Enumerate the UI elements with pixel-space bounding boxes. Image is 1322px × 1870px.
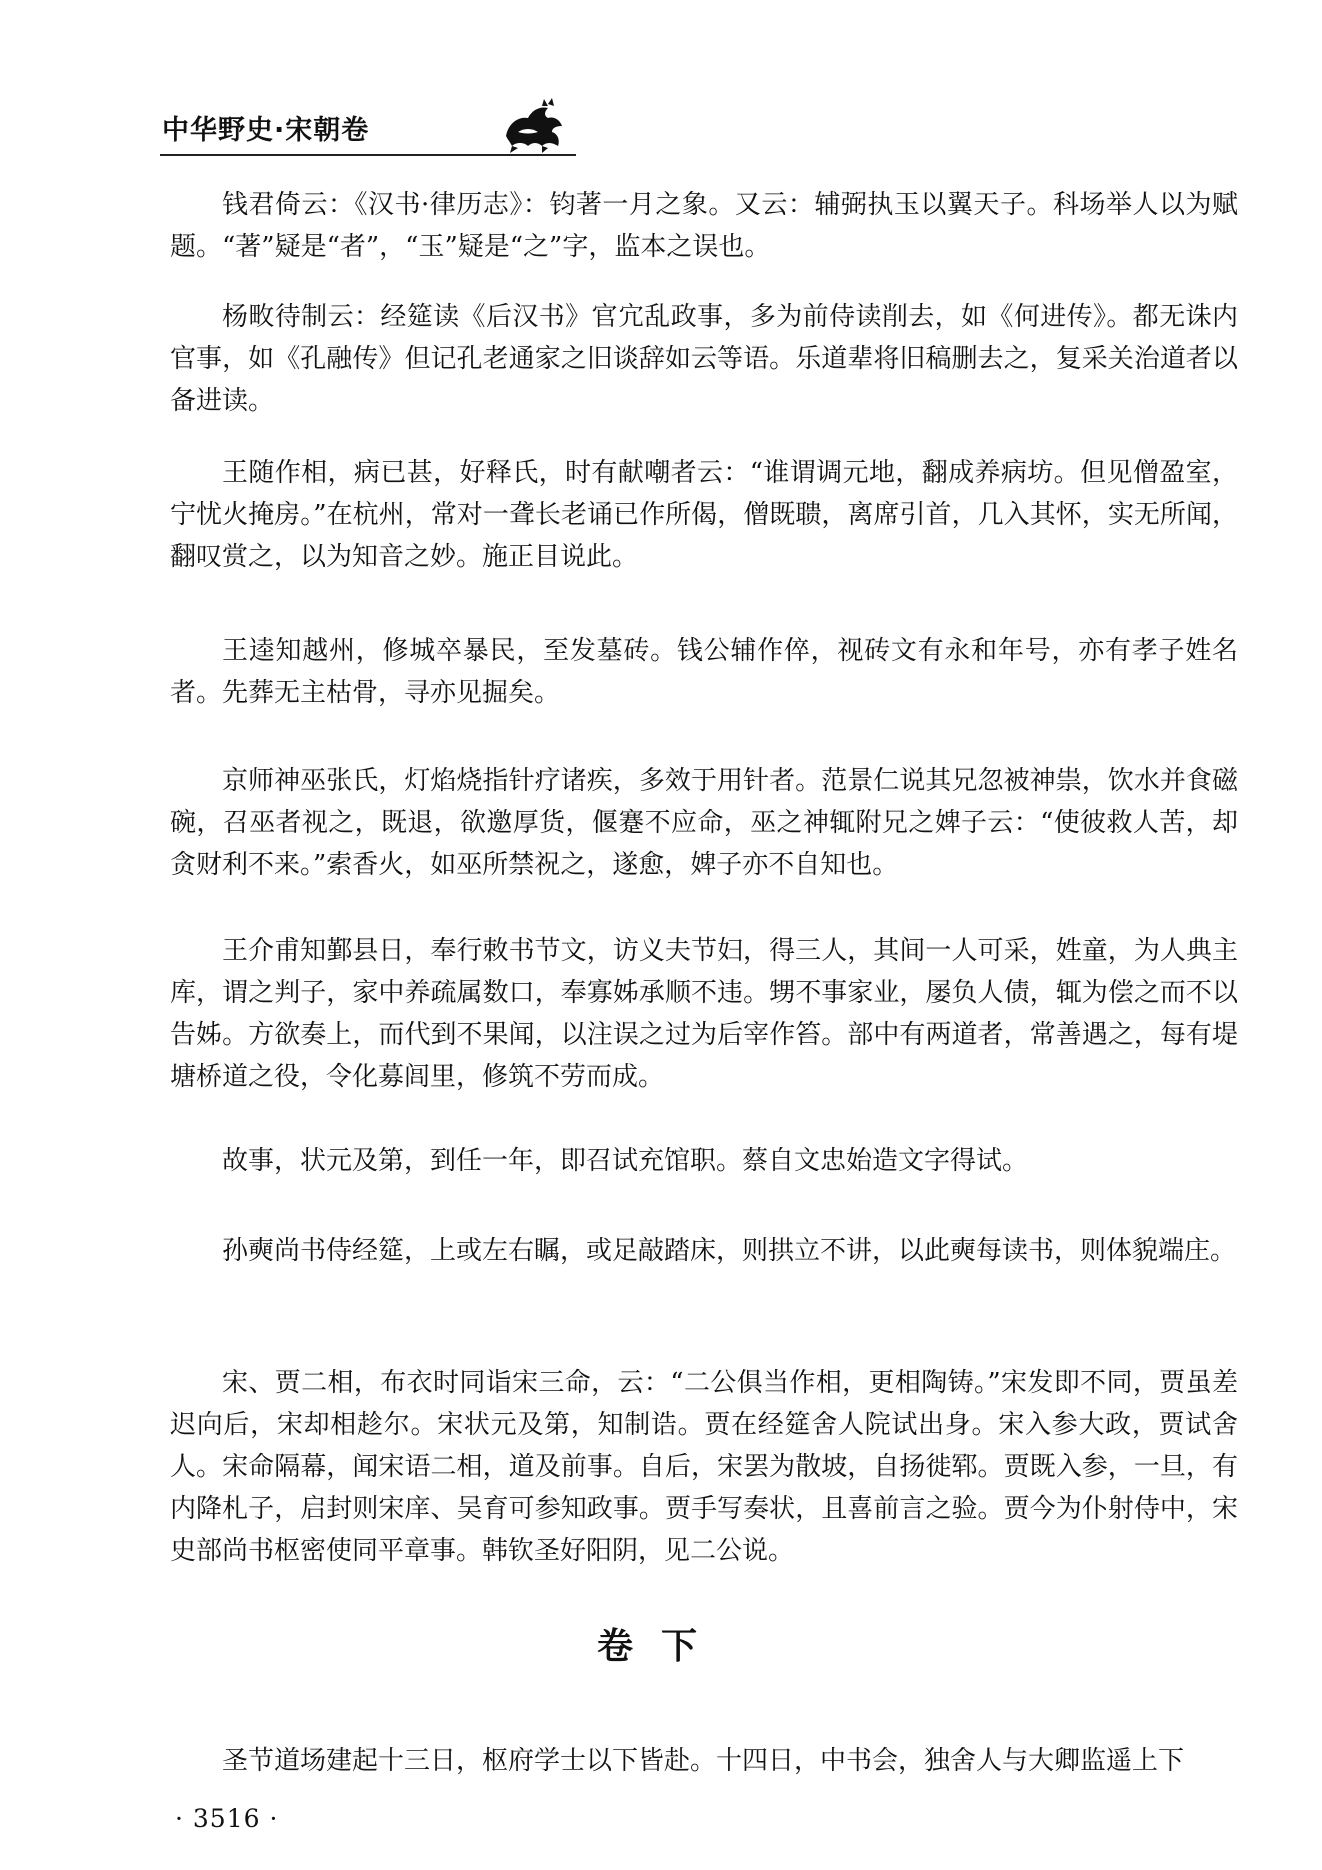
header-rule xyxy=(160,154,576,156)
page-number: · 3516 · xyxy=(175,1804,279,1833)
paragraph-6: 王介甫知鄞县日，奉行敕书节文，访义夫节妇，得三人，其间一人可采，姓童，为人典主库，谓之判子，家中养疏属数口，奉寡姊承顺不违。甥不事家业，屡负人债，辄为偿之而不以告姊。方欲奏上，而代到不果闻，以注误之过为后宰作笞。部中有两道者，常善遇之，每有堤塘桥道之役，令化募闾里，修筑不劳而成。 xyxy=(170,936,1238,1092)
dragon-emblem-icon xyxy=(498,96,568,154)
paragraph-7: 故事，状元及第，到任一年，即召试充馆职。蔡自文忠始造文字得试。 xyxy=(222,1146,1029,1176)
section-title: 卷下 xyxy=(596,1626,725,1667)
paragraph-9: 宋、贾二相，布衣时同诣宋三命，云：“二公俱当作相，更相陶铸。”宋发即不同，贾虽差迟向后，宋却相趁尔。宋状元及第，知制诰。贾在经筵舍人院试出身。宋入参大政，贾试舍人。宋命隔幕，闻宋语二相，道及前事。自后，宋罢为散坡，自扬徙郓。贾既入参，一旦，有内降札子，启封则宋庠、吴育可参知政事。贾手写奏状，且喜前言之验。贾今为仆射侍中，宋史部尚书枢密使同平章事。韩钦圣好阳阴，见二公说。 xyxy=(170,1368,1238,1566)
paragraph-5: 京师神巫张氏，灯焰烧指针疗诸疾，多效于用针者。范景仁说其兄忽被神祟，饮水并食磁碗，召巫者视之，既退，欲邀厚货，偃蹇不应命，巫之神辄附兄之婢子云：“使彼救人苦，却贪财利不来。”索香火，如巫所禁祝之，遂愈，婢子亦不自知也。 xyxy=(170,766,1238,880)
running-header-title: 中华野史·宋朝卷 xyxy=(162,115,370,146)
paragraph-4: 王逵知越州，修城卒暴民，至发墓砖。钱公辅作倅，视砖文有永和年号，亦有孝子姓名者。先葬无主枯骨，寻亦见掘矣。 xyxy=(170,636,1238,708)
paragraph-1: 钱君倚云：《汉书·律历志》：钧著一月之象。又云：辅弼执玉以翼天子。科场举人以为赋题。“著”疑是“者”，“玉”疑是“之”字，监本之误也。 xyxy=(170,190,1238,262)
paragraph-3: 王随作相，病已甚，好释氏，时有献嘲者云：“谁谓调元地，翻成养病坊。但见僧盈室，宁忧火掩房。”在杭州，常对一聋长老诵已作所偈，僧既聩，离席引首，几入其怀，实无所闻，翻叹赏之，以为知音之妙。施正目说此。 xyxy=(170,458,1238,572)
paragraph-8: 孙奭尚书侍经筵，上或左右瞩，或足敲踏床，则拱立不讲，以此奭每读书，则体貌端庄。 xyxy=(222,1236,1237,1266)
paragraph-10: 圣节道场建起十三日，枢府学士以下皆赴。十四日，中书会，独舍人与大卿监遥上下 xyxy=(222,1746,1185,1776)
paragraph-2: 杨畋待制云：经筵读《后汉书》官宂乱政事，多为前侍读削去，如《何进传》。都无诛内官事，如《孔融传》但记孔老通家之旧谈辞如云等语。乐道辈将旧稿删去之，复采关治道者以备进读。 xyxy=(170,302,1238,416)
